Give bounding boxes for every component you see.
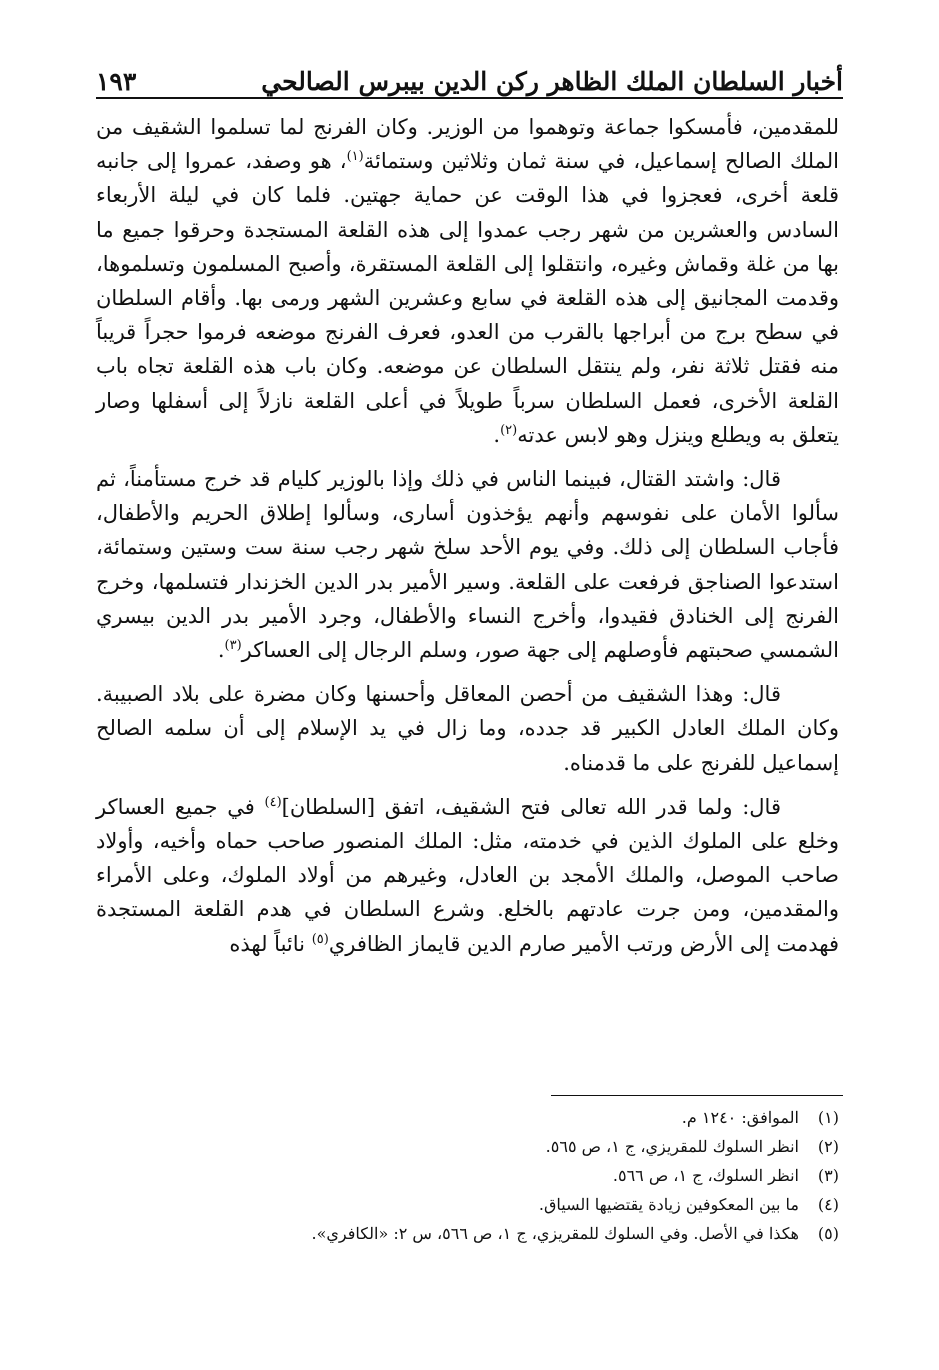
footnotes [96,1103,839,1248]
paragraph-1 [96,110,839,452]
footnote-text: انظر السلوك، ج ١، ص ٥٦٦. [612,1166,799,1185]
footnote-text: هكذا في الأصل. وفي السلوك للمقريزي، ج ١، ص ٥٦٦، س ٢: «الكافري». [311,1224,799,1243]
footnote-ref-2: (٢) [500,422,518,438]
footnote-ref-5: (٥) [311,931,329,947]
footnote [96,1161,839,1190]
paragraph-3 [96,677,839,780]
footnote-number: (٣) [817,1166,839,1185]
header-rule [96,97,843,99]
footnote [96,1103,839,1132]
footnote [96,1219,839,1248]
footnote-text: ما بين المعكوفين زيادة يقتضيها السياق. [538,1195,799,1214]
footnote [96,1132,839,1161]
footnote-ref-3: (٣) [224,638,242,654]
footnote-number: (٤) [817,1195,839,1214]
footnote-number: (١) [817,1108,839,1127]
running-title: أخبار السلطان الملك الظاهر ركن الدين بيبرس الصالحي [261,67,843,96]
paragraph-text: قال: وهذا الشقيف من أحصن المعاقل وأحسنها وكان مضرة على بلاد الصبيبة. وكان الملك العادل الكبير قد جدده، وما زال في يد الإسلام إلى أن سلمه الصالح إسماعيل للفرنج على ما قدمناه. [96,682,839,775]
footnote-ref-1: (١) [346,149,364,165]
paragraph-text: . [217,638,225,663]
paragraph-text: قال: واشتد القتال، فبينما الناس في ذلك وإذا بالوزير كليام قد خرج مستأمناً، ثم سألوا الأمان على نفوسهم وأنهم يؤخذون أسارى، وسألوا إطلاق الحريم والأطفال، فأجاب السلطان إلى ذلك. وفي يوم الأحد سلخ شهر رجب سنة ست وستين وستمائة، استدعوا الصناجق فرفعت على القلعة. وسير الأمير بدر الدين الخزندار فتسلمها، وخرج الفرنج إلى الخنادق فقيدوا، وأخرج النساء والأطفال، وجرد الأمير بدر الدين بيسري الشمسي صحبتهم فأوصلهم إلى جهة صور، وسلم الرجال إلى العساكر [96,467,839,663]
footnote-number: (٢) [817,1137,839,1156]
page-number: ١٩٣ [96,67,137,96]
paragraph-text: للمقدمين، فأمسكوا جماعة وتوهموا من الوزير. وكان الفرنج لما تسلموا الشقيف من الملك الصالح إسماعيل، في سنة ثمان وثلاثين وستمائة [96,115,839,174]
body-text [96,110,839,971]
paragraph-text: . [493,422,501,447]
footnote-ref-4: (٤) [264,794,282,810]
footnote [96,1190,839,1219]
paragraph-4 [96,790,839,961]
paragraph-text: نائباً لهذه [229,931,312,956]
footnote-rule [551,1095,843,1096]
footnote-text: الموافق: ١٢٤٠ م. [681,1108,799,1127]
page-header [96,56,843,96]
footnote-text: انظر السلوك للمقريزي، ج ١، ص ٥٦٥. [545,1137,799,1156]
paragraph-text: قال: ولما قدر الله تعالى فتح الشقيف، اتفق [السلطان] [281,794,781,819]
footnote-number: (٥) [817,1224,839,1243]
paragraph-2 [96,462,839,667]
paragraph-text: في جميع العساكر وخلع على الملوك الذين في خدمته، مثل: الملك المنصور صاحب حماه وأخيه، وأولاد صاحب الموصل، والملك الأمجد بن العادل، وغيرهم من أولاد الملوك، وعلى الأمراء والمقدمين، ومن جرت عادتهم بالخلع. وشرع السلطان في هدم القلعة المستجدة فهدمت إلى الأرض ورتب الأمير صارم الدين قايماز الظافري [96,794,839,956]
paragraph-text: ، هو وصفد، عمروا إلى جانبه قلعة أخرى، فعجزوا في هذا الوقت عن حماية جهتين. فلما كان في ليلة الأربعاء السادس والعشرين من شهر رجب عمدوا إلى هذه القلعة المستجدة وحرقوا جميع ما بها من غلة وقماش وغيره، وانتقلوا إلى القلعة المستقرة، وأصبح المسلمون وتسلموها، وقدمت المجانيق إلى هذه القلعة في سابع وعشرين الشهر ورمى بها. وأقام السلطان في سطح برج من أبراجها بالقرب من العدو، فعرف الفرنج موضعه فرموا حجراً قريباً منه فقتل ثلاثة نفر، ولم ينتقل السلطان عن موضعه. وكان باب هذه القلعة تجاه باب القلعة الأخرى، فعمل السلطان سرباً طويلاً في أعلى القلعة نازلاً إلى أسفلها وصار يتعلق به ويطلع وينزل وهو لابس عدته [96,149,839,447]
